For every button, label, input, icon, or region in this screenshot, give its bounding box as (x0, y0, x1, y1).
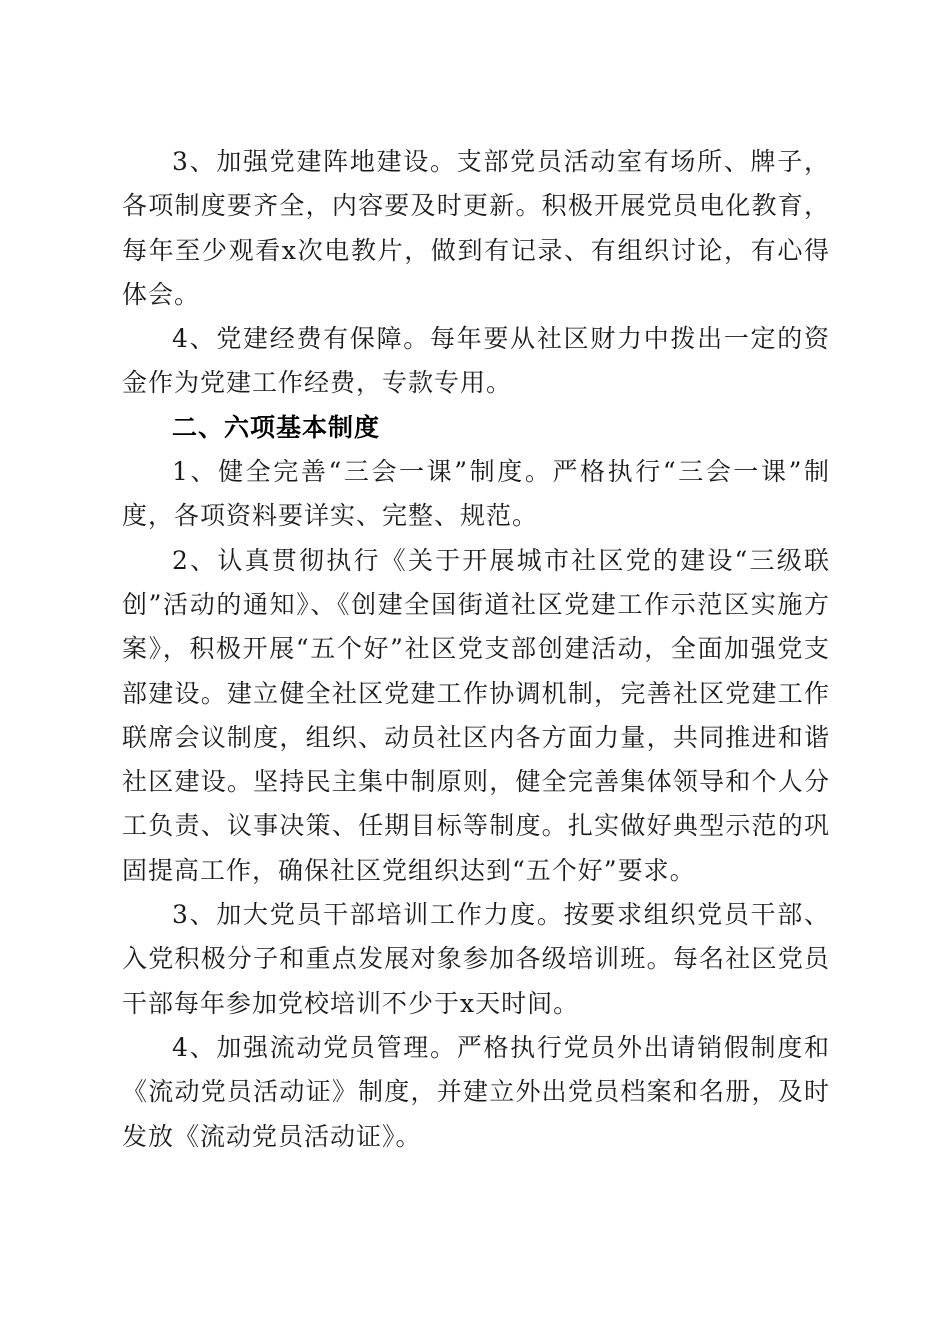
section-heading-six-systems: 二、六项基本制度 (172, 412, 381, 442)
paragraph-system-4-mobile-members: 4、加强流动党员管理。严格执行党员外出请销假制度和《流动党员活动证》制度，并建立外出党员档案和名册，及时发放《流动党员活动证》。 (122, 1032, 830, 1151)
paragraph-system-3-training: 3、加大党员干部培训工作力度。按要求组织党员干部、入党积极分子和重点发展对象参加各级培训班。每名社区党员干部每年参加党校培训不少于x天时间。 (122, 900, 830, 1018)
paragraph-system-2-three-level-creation: 2、认真贯彻执行《关于开展城市社区党的建设“三级联创”活动的通知》、《创建全国街道社区党建工作示范区实施方案》，积极开展“五个好”社区党支部创建活动，全面加强党支部建设。建立健全社区党建工作协调机制，完善社区党建工作联席会议制度，组织、动员社区内各方面力量，共同推进和谐社区建设。坚持民主集中制原则，健全完善集体领导和个人分工负责、议事决策、任期目标等制度。扎实做好典型示范的巩固提高工作，确保社区党组织达到“五个好”要求。 (122, 545, 830, 885)
document-body (122, 140, 830, 1159)
paragraph-item-4-funding: 4、党建经费有保障。每年要从社区财力中拨出一定的资金作为党建工作经费，专款专用。 (122, 324, 830, 398)
paragraph-system-1-three-meetings: 1、健全完善“三会一课”制度。严格执行“三会一课”制度，各项资料要详实、完整、规范。 (122, 457, 830, 531)
paragraph-item-3-position-building: 3、加强党建阵地建设。支部党员活动室有场所、牌子，各项制度要齐全，内容要及时更新。积极开展党员电化教育，每年至少观看x次电教片，做到有记录、有组织讨论，有心得体会。 (122, 147, 830, 309)
